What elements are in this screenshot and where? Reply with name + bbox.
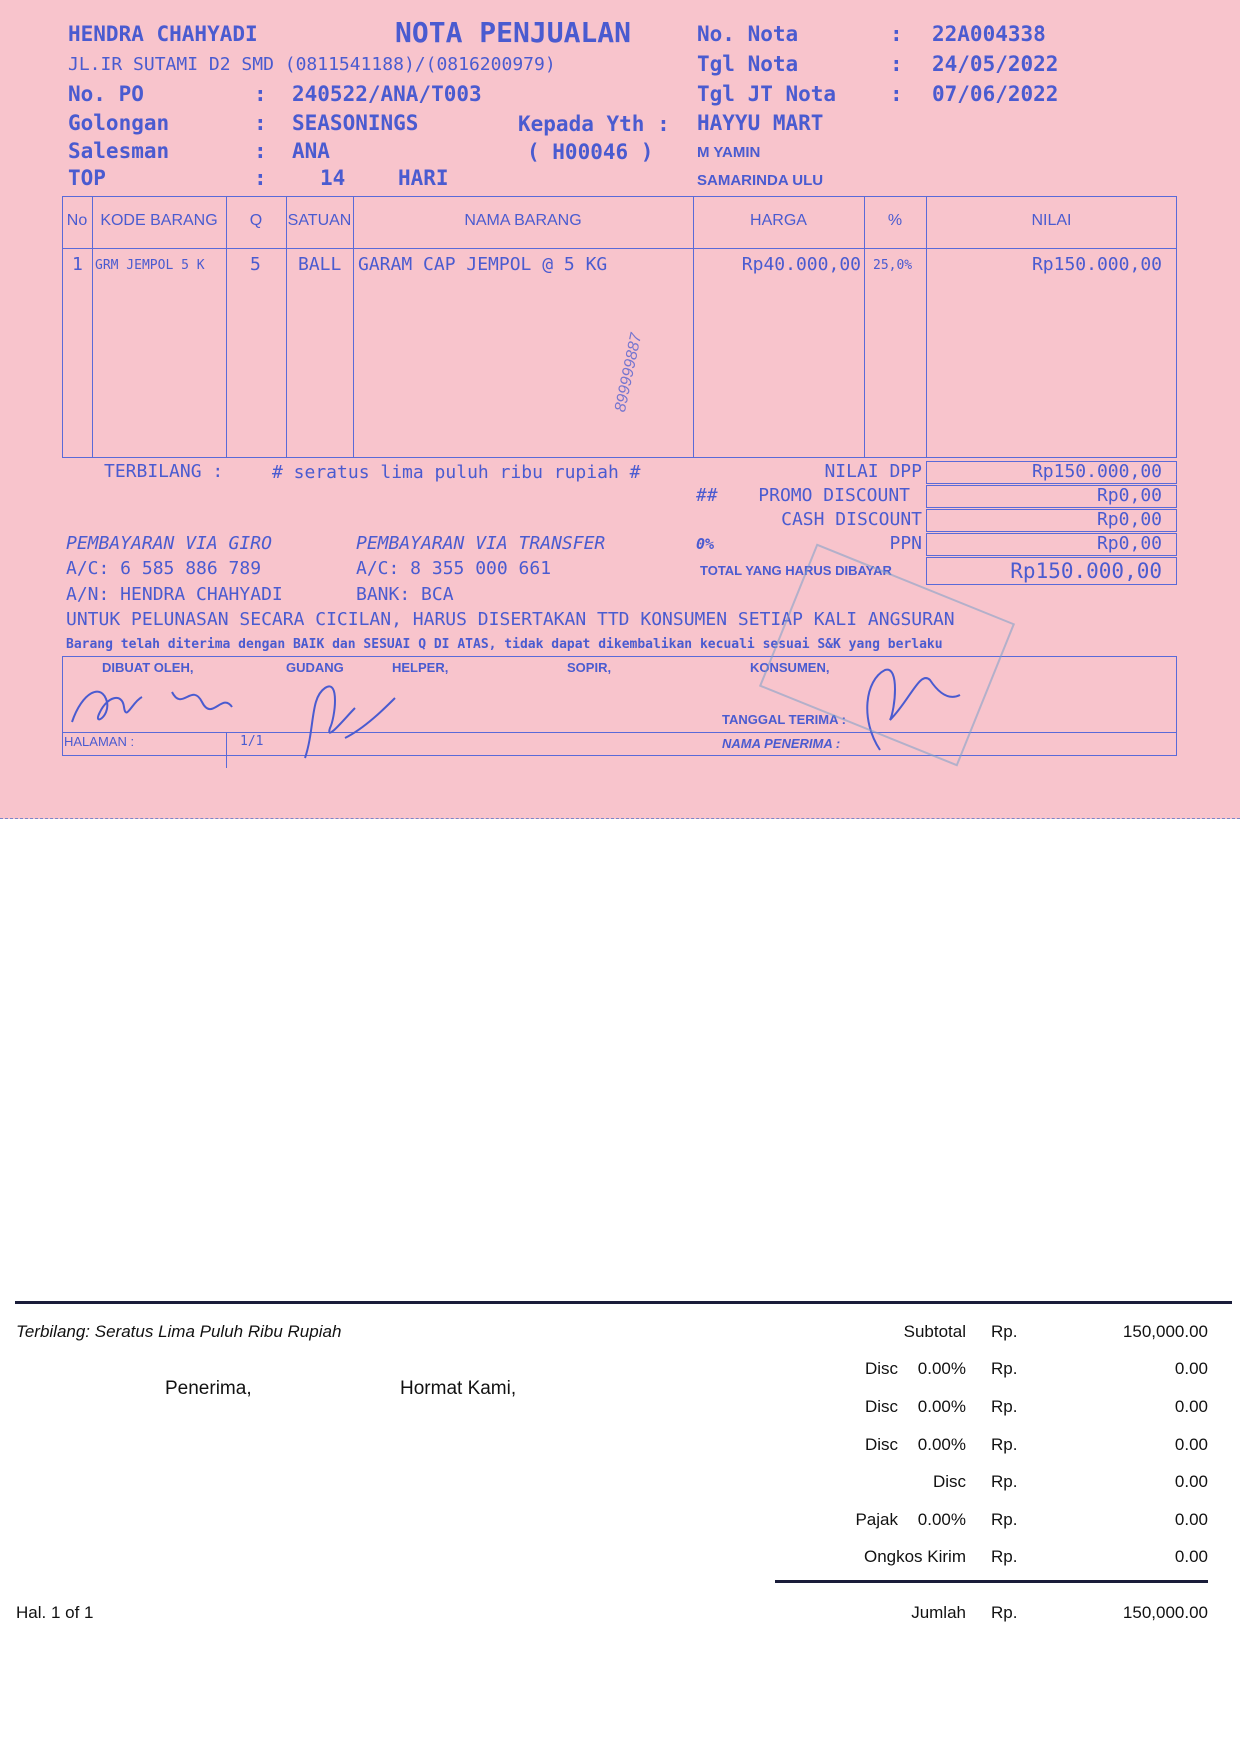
- summary-currency: Rp.: [991, 1397, 1018, 1416]
- golongan-colon: :: [254, 111, 267, 135]
- summary-value: 0.00: [1174, 1472, 1208, 1491]
- row-nama: GARAM CAP JEMPOL @ 5 KG: [358, 254, 608, 275]
- giro-account: A/C: 6 585 886 789: [66, 558, 262, 579]
- items-table: [62, 196, 1177, 458]
- col-divider: [286, 196, 287, 458]
- top-label: TOP: [68, 166, 106, 190]
- ppn-value: Rp0,00: [1096, 533, 1162, 554]
- customer-code: ( H00046 ): [527, 140, 654, 164]
- summary-label: Disc: [864, 1435, 898, 1454]
- col-divider: [353, 196, 354, 458]
- summary-pct: 0.00%: [917, 1397, 966, 1416]
- no-nota-value: 22A004338: [932, 22, 1046, 46]
- summary-pct: 0.00%: [917, 1510, 966, 1529]
- nama-penerima-label: NAMA PENERIMA :: [722, 736, 841, 751]
- tgl-jt-value: 07/06/2022: [932, 82, 1059, 106]
- tgl-nota-value: 24/05/2022: [932, 52, 1059, 76]
- customer-name: HAYYU MART: [697, 111, 824, 135]
- dibuat-oleh-label: DIBUAT OLEH,: [102, 660, 194, 675]
- ppn-label: PPN: [889, 533, 922, 554]
- tgl-jt-colon: :: [890, 82, 903, 106]
- summary-value: 0.00: [1174, 1547, 1208, 1566]
- col-divider: [693, 196, 694, 458]
- header-satuan: SATUAN: [287, 212, 352, 229]
- summary-pct: 0.00%: [917, 1435, 966, 1454]
- total-label: TOTAL YANG HARUS DIBAYAR: [700, 563, 892, 578]
- header-nama-barang: NAMA BARANG: [464, 212, 582, 229]
- header-nilai: NILAI: [1031, 212, 1072, 229]
- transfer-account: A/C: 8 355 000 661: [356, 558, 552, 579]
- goods-received-note: Barang telah diterima dengan BAIK dan SESUAI Q DI ATAS, tidak dapat dikembalikan kecuali sesuai S&K yang berlaku: [66, 637, 943, 652]
- summary-currency: Rp.: [991, 1359, 1018, 1378]
- summary-currency: Rp.: [991, 1510, 1018, 1529]
- salesman-value: ANA: [292, 139, 330, 163]
- salesman-colon: :: [254, 139, 267, 163]
- col-divider: [926, 196, 927, 458]
- installment-note: UNTUK PELUNASAN SECARA CICILAN, HARUS DISERTAKAN TTD KONSUMEN SETIAP KALI ANGSURAN: [66, 609, 955, 630]
- summary-currency: Rp.: [991, 1472, 1018, 1491]
- col-divider: [92, 196, 93, 458]
- jumlah-value: 150,000.00: [1122, 1603, 1208, 1622]
- receipt-terbilang: Terbilang: Seratus Lima Puluh Ribu Rupiah: [16, 1322, 342, 1341]
- total-value: Rp150.000,00: [1010, 559, 1162, 583]
- tgl-jt-label: Tgl JT Nota: [697, 82, 837, 106]
- top-unit: HARI: [398, 166, 449, 190]
- salesman-label: Salesman: [68, 139, 170, 163]
- summary-value: 0.00: [1174, 1359, 1208, 1378]
- jumlah-label: Jumlah: [911, 1603, 966, 1622]
- customer-contact: M YAMIN: [697, 144, 761, 161]
- receipt-page: Hal. 1 of 1: [16, 1603, 94, 1622]
- halaman-value: 1/1: [240, 734, 264, 749]
- promo-prefix: ##: [696, 485, 718, 506]
- kepada-label: Kepada Yth :: [518, 112, 670, 136]
- row-nilai: Rp150.000,00: [1031, 254, 1162, 275]
- tgl-nota-colon: :: [890, 52, 903, 76]
- helper-label: HELPER,: [392, 660, 449, 675]
- receipt-top-rule: [15, 1301, 1232, 1304]
- signature-dibuat: [62, 672, 242, 742]
- golongan-value: SEASONINGS: [292, 111, 419, 135]
- summary-label: Ongkos Kirim: [863, 1547, 966, 1566]
- ppn-prefix: 0%: [696, 535, 715, 553]
- summary-currency: Rp.: [991, 1435, 1018, 1454]
- halaman-label: HALAMAN :: [64, 734, 135, 749]
- transfer-title: PEMBAYARAN VIA TRANSFER: [356, 533, 606, 554]
- summary-pct: 0.00%: [917, 1359, 966, 1378]
- receipt-penerima: Penerima,: [165, 1378, 252, 1399]
- col-divider: [226, 196, 227, 458]
- row-no: 1: [72, 254, 83, 275]
- row-persen: 25,0%: [873, 258, 913, 273]
- summary-value: 150,000.00: [1122, 1322, 1208, 1341]
- summary-value: 0.00: [1174, 1510, 1208, 1529]
- receipt-hormat-kami: Hormat Kami,: [400, 1378, 517, 1399]
- sopir-label: SOPIR,: [567, 660, 612, 675]
- golongan-label: Golongan: [68, 111, 170, 135]
- row-kode: GRM JEMPOL 5 K: [95, 258, 205, 273]
- summary-currency: Rp.: [991, 1547, 1018, 1566]
- seller-address: JL.IR SUTAMI D2 SMD (0811541188)/(0816200979): [68, 54, 556, 75]
- cash-value: Rp0,00: [1096, 509, 1162, 530]
- summary-value: 0.00: [1174, 1397, 1208, 1416]
- po-colon: :: [254, 82, 267, 106]
- header-harga: HARGA: [750, 212, 807, 229]
- po-label: No. PO: [68, 82, 144, 106]
- cash-label: CASH DISCOUNT: [781, 509, 922, 530]
- summary-currency: Rp.: [991, 1322, 1018, 1341]
- signature-gudang: [285, 668, 415, 768]
- row-harga: Rp40.000,00: [741, 254, 861, 275]
- no-nota-label: No. Nota: [697, 22, 799, 46]
- header-kode-barang: KODE BARANG: [100, 212, 218, 229]
- terbilang-value: # seratus lima puluh ribu rupiah #: [272, 462, 641, 483]
- receipt-jumlah-rule: [775, 1580, 1208, 1583]
- tgl-nota-label: Tgl Nota: [697, 52, 799, 76]
- seller-name: HENDRA CHAHYADI: [68, 22, 258, 46]
- row-satuan: BALL: [298, 254, 342, 275]
- gudang-label: GUDANG: [286, 660, 344, 675]
- summary-label: Pajak: [855, 1510, 898, 1529]
- row-q: 5: [250, 254, 261, 275]
- top-value: 14: [320, 166, 346, 190]
- giro-title: PEMBAYARAN VIA GIRO: [66, 533, 272, 554]
- tanggal-terima-label: TANGGAL TERIMA :: [722, 712, 846, 727]
- summary-label: Disc: [932, 1472, 966, 1491]
- top-colon: :: [254, 166, 267, 190]
- col-divider: [864, 196, 865, 458]
- items-header-divider: [62, 248, 1177, 249]
- po-value: 240522/ANA/T003: [292, 82, 482, 106]
- promo-label: PROMO DISCOUNT: [758, 485, 910, 506]
- handwritten-code: 899999887: [612, 331, 646, 414]
- dpp-label: NILAI DPP: [824, 461, 922, 482]
- summary-label: Subtotal: [903, 1322, 966, 1341]
- summary-label: Disc: [864, 1397, 898, 1416]
- jumlah-currency: Rp.: [991, 1603, 1018, 1622]
- nota-title: NOTA PENJUALAN: [395, 16, 632, 49]
- terbilang-label: TERBILANG :: [104, 461, 224, 482]
- header-q: Q: [249, 212, 263, 229]
- konsumen-label: KONSUMEN,: [750, 660, 830, 675]
- summary-label: Disc: [864, 1359, 898, 1378]
- customer-city: SAMARINDA ULU: [697, 172, 824, 189]
- no-nota-colon: :: [890, 22, 903, 46]
- dpp-value: Rp150.000,00: [1031, 461, 1162, 482]
- header-persen: %: [887, 212, 903, 229]
- summary-value: 0.00: [1174, 1435, 1208, 1454]
- promo-value: Rp0,00: [1096, 485, 1162, 506]
- transfer-bank: BANK: BCA: [356, 584, 454, 605]
- giro-account-name: A/N: HENDRA CHAHYADI: [66, 584, 283, 605]
- header-no: No: [66, 212, 88, 229]
